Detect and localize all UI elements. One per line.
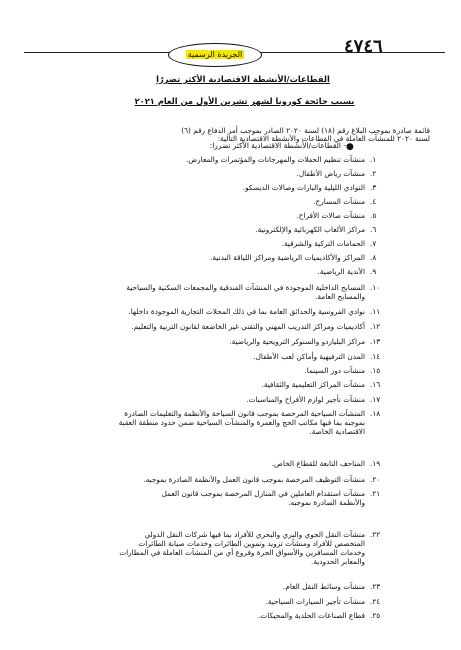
item-number: .٨ <box>370 253 377 262</box>
list-item: المدن الترفيهية وأماكن لعب الأطفال. <box>253 352 365 361</box>
intro-line-1: قائمة صادرة بموجب البلاغ رقم (١٨) لسنة ٢٠٢٠ الصادر بموجب أمر الدفاع رقم (٦) <box>181 126 430 135</box>
item-number: .٤ <box>370 197 377 206</box>
list-item-continuation: والمعابر الحدودية. <box>311 557 365 566</box>
list-item-continuation: الاقتصادية الخاصة. <box>309 427 365 436</box>
list-item: مراكز الألعاب الكهربائية والإلكترونية. <box>255 225 365 234</box>
item-number: .١٨ <box>370 409 381 418</box>
list-item: المراكز والأكاديميات الرياضية ومراكز اللياقة البدنية. <box>210 253 365 262</box>
item-number: .٥ <box>370 211 377 220</box>
list-item: منشآت وسائط النقل العام. <box>283 582 365 591</box>
list-item: منشآت صالات الأفراح. <box>296 211 365 220</box>
list-item: أكاديميات ومراكز التدريب المهني والتقني غير الخاضعة لقانون التربية والتعليم. <box>131 322 365 331</box>
item-number: .٧ <box>370 239 377 248</box>
item-number: .١٧ <box>370 395 381 404</box>
list-item: منشآت المسارح. <box>313 197 365 206</box>
list-item-continuation: والمسابح العامة. <box>315 292 365 301</box>
item-number: .٦ <box>370 225 377 234</box>
page-number: ٤٧٤٦ <box>344 36 383 57</box>
masthead-label: الجريدة الرسمية <box>187 50 243 59</box>
item-number: .١١ <box>370 307 381 316</box>
list-item: منشآت المراكز التعليمية والثقافية. <box>261 380 365 389</box>
item-number: .٢٢ <box>370 530 381 539</box>
title-line-1: القطاعات/الأنشطة الاقتصادية الأكثر تضررًا <box>156 74 330 84</box>
list-item: مراكز البلياردو والسنوكر الترويحية والرياضية. <box>229 337 365 346</box>
item-number: .١٥ <box>370 366 381 375</box>
list-item: المتاحف التابعة للقطاع الخاص. <box>271 459 365 468</box>
item-number: .١٩ <box>370 459 381 468</box>
list-item: قطاع الصناعات الجلدية والمحيكات. <box>258 611 365 620</box>
list-item-continuation: وخدمات المسافرين والأسواق الحرة وفروع أي من المنشآت العاملة في المطارات <box>119 548 365 557</box>
list-item: منشآت تنظيم الحفلات والمهرجانات والمؤتمرات والمعارض. <box>185 155 365 164</box>
item-number: .١٣ <box>370 337 381 346</box>
section-heading: - القطاعات/الأنشطة الاقتصادية الأكثر تضررا: <box>209 141 346 150</box>
list-item: منشآت رياض الأطفال. <box>296 169 365 178</box>
list-item: منشآت التوظيف المرخصة بموجب قانون العمل والأنظمة الصادرة بموجبه. <box>143 475 365 484</box>
item-number: .٢ <box>370 169 377 178</box>
list-item-continuation: والأنظمة الصادرة بموجبه. <box>288 498 365 507</box>
list-item: المنشآت السياحية المرخصة بموجب قانون السياحة والأنظمة والتعليمات الصادرة <box>124 409 365 418</box>
list-item: النوادي الليلية والبارات وصالات الديسكو. <box>242 183 365 192</box>
item-number: .١٠ <box>370 283 381 292</box>
item-number: .٩ <box>370 267 377 276</box>
list-item-continuation: المتخصص للأفراد ومنشآت تزويد وتموين الطائرات وخدمات صيانة الطائرات <box>138 539 365 548</box>
list-item: منشآت دور السينما. <box>304 366 365 375</box>
item-number: .٣ <box>370 183 377 192</box>
bullet-icon: ● <box>346 142 354 152</box>
item-number: .٢٤ <box>370 597 381 606</box>
item-number: .١٢ <box>370 322 381 331</box>
item-number: .٢١ <box>370 489 381 498</box>
intro-line-2: لسنة ٢٠٢٠ للمنشآت العاملة في القطاعات والأنشطة الاقتصادية التالية: <box>217 134 430 143</box>
list-item: الأندية الرياضية. <box>317 267 365 276</box>
item-number: .١٤ <box>370 352 381 361</box>
item-number: .٢٥ <box>370 611 381 620</box>
list-item: منشآت تأجير السيارات السياحية. <box>265 597 365 606</box>
list-item: منشآت استقدام العاملين في المنازل المرخصة بموجب قانون العمل <box>161 489 365 498</box>
item-number: .١٦ <box>370 380 381 389</box>
list-item: منشآت النقل الجوي والبري والبحري للأفراد بما فيها شركات النقل الدولي <box>144 530 365 539</box>
list-item: نوادي الفروسية والحدائق العامة بما في ذلك المحلات التجارية الموجودة داخلها. <box>128 307 365 316</box>
list-item: المسابح الداخلية الموجودة في المنشآت الفندقية والمجمعات السكنية والسياحية <box>126 283 365 292</box>
item-number: .٢٠ <box>370 475 381 484</box>
list-item-continuation: بموجبه بما فيها مكاتب الحج والعمرة والمنشآت السياحية ضمن حدود منطقة العقبة <box>118 418 365 427</box>
list-item: الحمامات التركية والشرقية. <box>281 239 365 248</box>
item-number: .٢٣ <box>370 582 381 591</box>
list-item: منشآت تأجير لوازم الأفراح والمناسبات. <box>246 395 365 404</box>
item-number: .١ <box>370 155 377 164</box>
title-line-2: بسبب جائحة كورونا لشهر تشرين الأول من العام ٢٠٢١ <box>134 96 355 106</box>
